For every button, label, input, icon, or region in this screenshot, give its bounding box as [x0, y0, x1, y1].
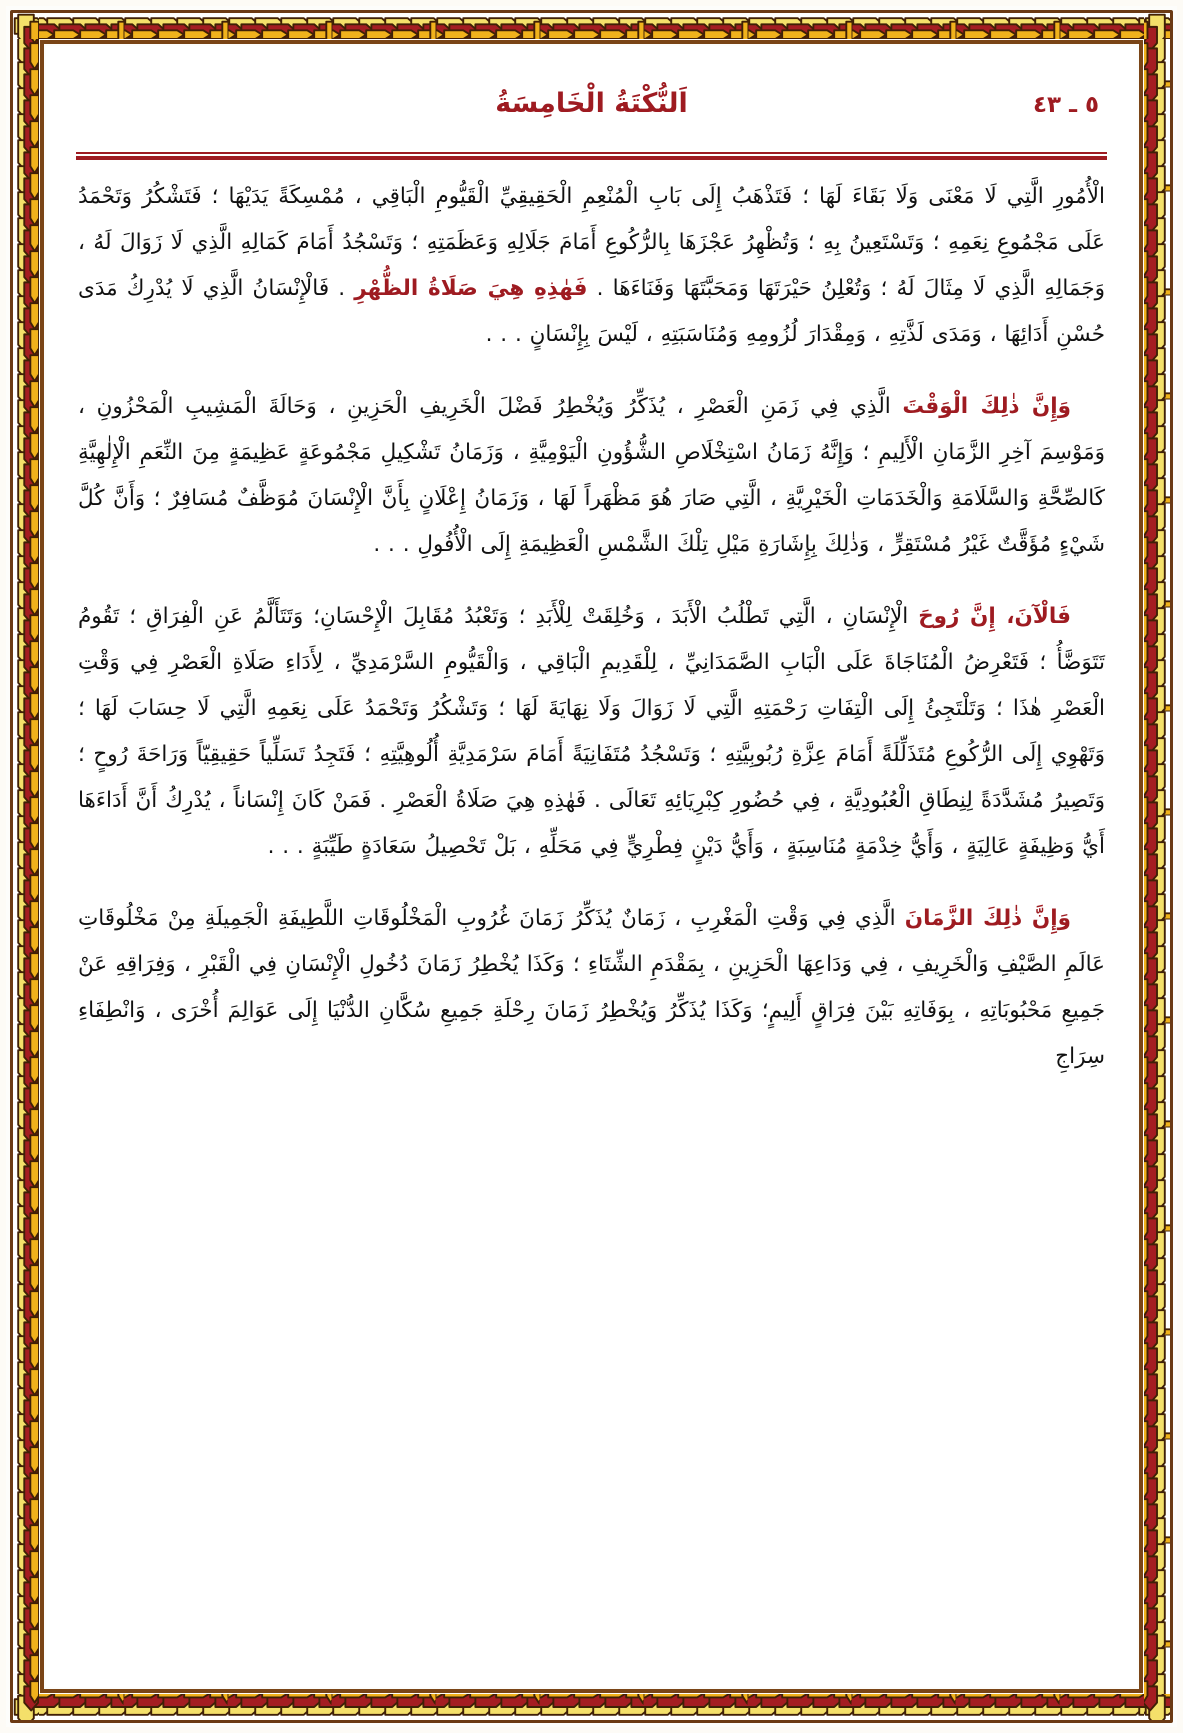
divider-line-thick [76, 156, 1107, 160]
paragraph-3 [78, 594, 1105, 870]
paragraph-1 [78, 174, 1105, 358]
paper-area [46, 46, 1137, 1687]
paragraph-4 [78, 896, 1105, 1080]
page-header [76, 72, 1107, 144]
paragraph-2 [78, 384, 1105, 568]
highlighted-phrase: فَهٰذِهِ هِيَ صَلَاةُ الظُّهْرِ [354, 276, 588, 301]
body-run: الَّذِي فِي زَمَنِ الْعَصْرِ ، يُذَكِّرُ وَيُخْطِرُ فَضْلَ الْخَرِيفِ الْحَزِينِ ، وَحَالَةَ الْمَشِيبِ الْمَحْزُونِ ، وَمَوْسِمَ آخِرِ الزَّمَانِ الْأَلِيمِ ؛ وَإِنَّهُ زَمَانُ اسْتِخْلَاصِ الشُّؤُونِ الْيَوْمِيَّةِ ، وَزَمَانُ تَشْكِيلِ مَجْمُوعَةٍ عَظِيمَةٍ مِنَ النِّعَمِ الْإِلٰهِيَّةِ كَالصِّحَّةِ وَالسَّلَامَةِ وَالْخَدَمَاتِ الْخَيْرِيَّةِ ، الَّتِي صَارَ هُوَ مَظْهَراً لَهَا ، وَزَمَانُ إِعْلَانٍ بِأَنَّ الْإِنْسَانَ مُوَظَّفٌ مُسَافِرٌ ؛ وَأَنَّ كُلَّ شَيْءٍ مُؤَقَّتٌ غَيْرُ مُسْتَقِرٍّ ، وَذٰلِكَ بِإِشَارَةِ مَيْلِ تِلْكَ الشَّمْسِ الْعَظِيمَةِ إِلَى الْأُفُولِ . . . [78, 394, 1105, 557]
body-run: الْإِنْسَانِ ، الَّتِي تَطْلُبُ الْأَبَدَ ، وَخُلِقَتْ لِلْأَبَدِ ؛ وَتَعْبُدُ مُقَابِلَ الْإِحْسَانِ؛ وَتَتَأَلَّمُ عَنِ الْفِرَاقِ ؛ تَقُومُ تَتَوَضَّأُ ؛ فَتَعْرِضُ الْمُنَاجَاةَ عَلَى الْبَابِ الصَّمَدَانِيِّ ، لِلْقَدِيمِ الْبَاقِي ، وَالْقَيُّومِ السَّرْمَدِيِّ ، لِأَدَاءِ صَلَاةِ الْعَصْرِ فِي وَقْتِ الْعَصْرِ هٰذَا ؛ وَتَلْتَجِئُ إِلَى الْتِفَاتِ رَحْمَتِهِ الَّتِي لَا زَوَالَ وَلَا نِهَايَةَ لَهَا ؛ وَتَشْكُرُ وَتَحْمَدُ عَلَى نِعَمِهِ الَّتِي لَا حِسَابَ لَهَا ؛ وَتَهْوِي إِلَى الرُّكُوعِ مُتَذَلِّلَةً أَمَامَ عِزَّةِ رُبُوبِيَّتِهِ ؛ وَتَسْجُدُ مُتَفَانِيَةً أَمَامَ سَرْمَدِيَّةِ أُلُوهِيَّتِهِ ؛ فَتَجِدُ تَسَلِّياً حَقِيقِيّاً وَرَاحَةَ رُوحٍ ؛ وَتَصِيرُ مُشَدَّدَةً لِنِطَاقِ الْعُبُودِيَّةِ ، فِي حُضُورِ كِبْرِيَائِهِ تَعَالَى . فَهٰذِهِ هِيَ صَلَاةُ الْعَصْرِ . فَمَنْ كَانَ إِنْسَاناً ، يُدْرِكُ أَنَّ أَدَاءَهَا أَيُّ وَظِيفَةٍ عَالِيَةٍ ، وَأَيُّ خِدْمَةٍ مُنَاسِبَةٍ ، وَأَيُّ دَيْنٍ فِطْرِيٍّ فِي مَحَلِّهِ ، بَلْ تَحْصِيلُ سَعَادَةٍ طَيِّبَةٍ . . . [78, 604, 1105, 859]
highlighted-phrase: وَإِنَّ ذٰلِكَ الزَّمَانَ [904, 906, 1072, 931]
body-run: الَّذِي فِي وَقْتِ الْمَغْرِبِ ، زَمَانٌ يُذَكِّرُ زَمَانَ غُرُوبِ الْمَخْلُوقَاتِ اللَّطِيفَةِ الْجَمِيلَةِ مِنْ مَخْلُوقَاتِ عَالَمِ الصَّيْفِ وَالْخَرِيفِ ، فِي وَدَاعِهَا الْحَزِينِ ، بِمَقْدَمِ الشِّتَاءِ ؛ وَكَذَا يُخْطِرُ زَمَانَ دُخُولِ الْإِنْسَانِ فِي الْقَبْرِ ، وَفِرَاقِهِ عَنْ جَمِيعِ مَحْبُوبَاتِهِ ، بِوَفَاتِهِ بَيْنَ فِرَاقٍ أَلِيمٍ؛ وَكَذَا يُذَكِّرُ وَيُخْطِرُ زَمَانَ رِحْلَةِ جَمِيعِ سُكَّانِ الدُّنْيَا إِلَى عَوَالِمَ أُخْرَى ، وَانْطِفَاءِ سِرَاجِ [78, 906, 1105, 1069]
page-title: اَلنُّكْتَةُ الْخَامِسَةُ [495, 88, 688, 119]
body-run: . فَالْإِنْسَانُ الَّذِي لَا يُدْرِكُ مَدَى حُسْنِ أَدَائِهَا ، وَمَدَى لَذَّتِهِ ، وَمِقْدَارَ لُزُومِهِ وَمُنَاسَبَتِهِ ، لَيْسَ بِإِنْسَانٍ . . . [78, 276, 1105, 347]
header-divider [76, 152, 1107, 160]
body-text [78, 174, 1105, 1080]
highlighted-phrase: فَالْآنَ، إِنَّ رُوحَ [918, 604, 1071, 629]
page-number: ٥ ـ ٤٣ [1032, 92, 1099, 118]
body-run: الْأُمُورِ الَّتِي لَا مَعْنَى وَلَا بَقَاءَ لَهَا ؛ فَتَذْهَبُ إِلَى بَابِ الْمُنْعِمِ الْحَقِيقِيِّ الْقَيُّومِ الْبَاقِي ، مُمْسِكَةً يَدَيْهَا ؛ فَتَشْكُرُ وَتَحْمَدُ عَلَى مَجْمُوعِ نِعَمِهِ ؛ وَتَسْتَعِينُ بِهِ ؛ وَتُظْهِرُ عَجْزَهَا بِالرُّكُوعِ أَمَامَ جَلَالِهِ وَعَظَمَتِهِ ؛ وَتَسْجُدُ أَمَامَ كَمَالِهِ الَّذِي لَا زَوَالَ لَهُ ، وَجَمَالِهِ الَّذِي لَا مِثَالَ لَهُ ؛ وَتُعْلِنُ حَيْرَتَهَا وَمَحَبَّتَهَا وَفَنَاءَهَا . [78, 184, 1105, 301]
highlighted-phrase: وَإِنَّ ذٰلِكَ الْوَقْتَ [902, 394, 1071, 419]
